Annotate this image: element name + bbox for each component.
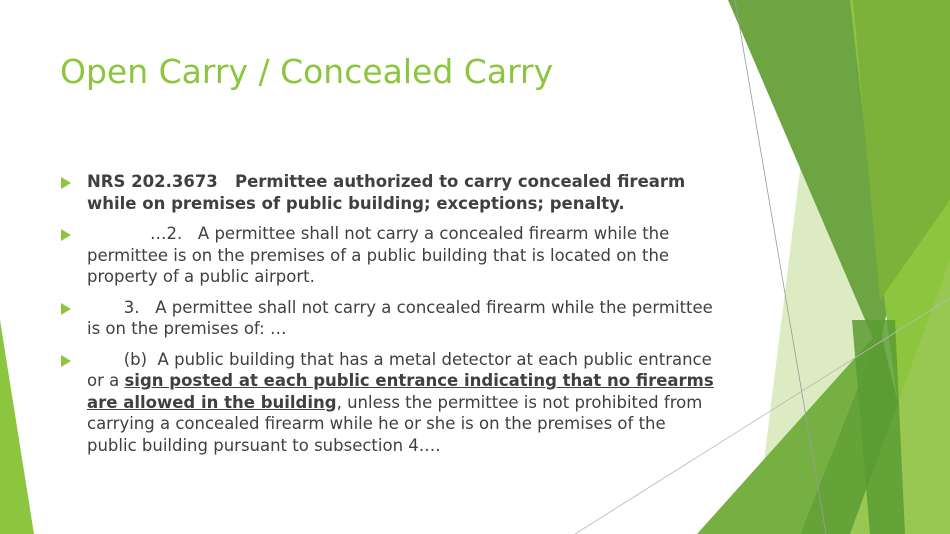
bullet-item [60, 349, 720, 457]
bullet-item [60, 297, 720, 340]
bullet-text: 3. A permittee shall not carry a concealed firearm while the permittee is on the premises of: … [87, 297, 713, 338]
bullet-text: , unless the permittee is not prohibited from carrying a concealed firearm while he or she is on the premises of the public building pursuant to subsection 4…. [87, 392, 703, 455]
bullet-item [60, 223, 720, 288]
triangle-bullet-icon [61, 177, 71, 189]
bullet-list [60, 171, 720, 465]
indent [87, 224, 150, 243]
bullet-text: …2. A permittee shall not carry a concealed firearm while the permittee is on the premises of a public building that is located on the property of a public airport. [87, 224, 670, 286]
underlined-emphasis: sign posted at each public entrance indicating that no firearms are allowed in the building [87, 371, 714, 412]
triangle-bullet-icon [61, 303, 71, 315]
indent [87, 298, 124, 317]
triangle-bullet-icon [61, 229, 71, 241]
slide-title: Open Carry / Concealed Carry [60, 52, 554, 91]
indent [87, 350, 124, 369]
bullet-text: (b) A public building that has a metal detector at each public entrance or a [87, 349, 712, 390]
statute-heading: NRS 202.3673 Permittee authorized to carry concealed firearm while on premises of public building; exceptions; penalty. [87, 172, 686, 213]
triangle-bullet-icon [61, 355, 71, 367]
bullet-item [60, 171, 720, 214]
left-edge-facet [0, 320, 34, 534]
